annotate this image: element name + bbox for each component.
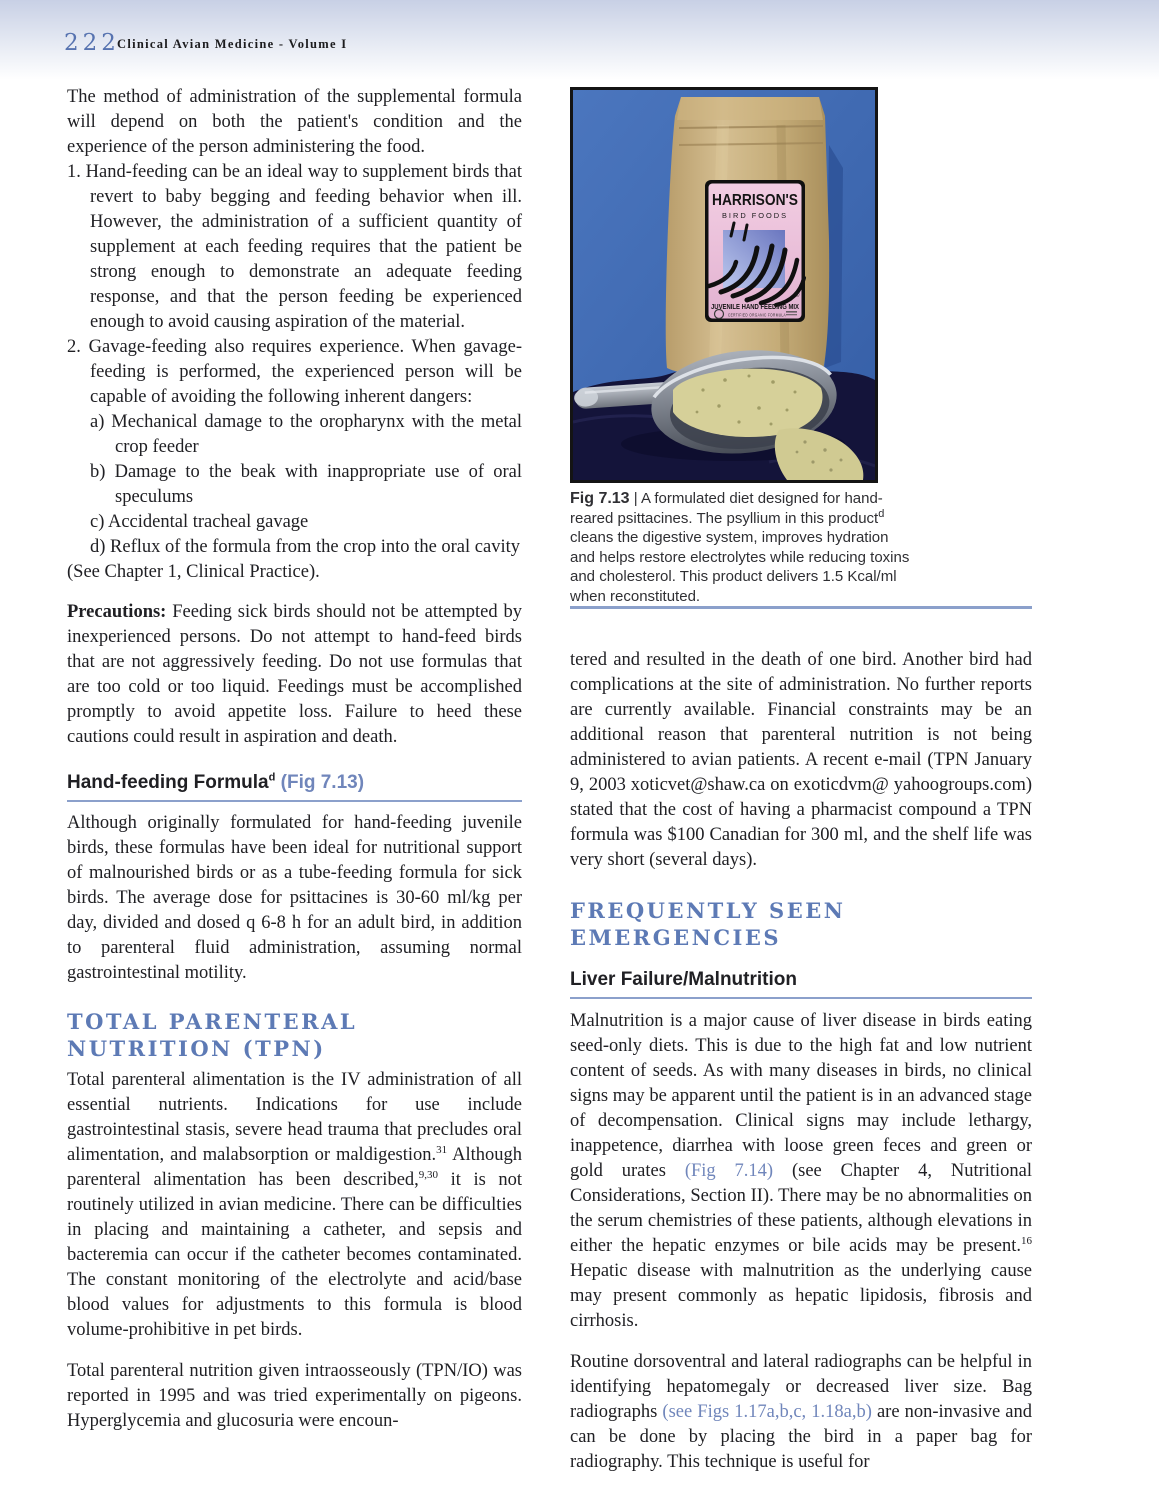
product-name-text: JUVENILE HAND FEEDING MIX <box>711 302 799 311</box>
section-heading-emergencies: FREQUENTLY SEEN EMERGENCIES <box>570 898 846 950</box>
figure-photo <box>570 87 878 483</box>
numbered-item-2: 2. Gavage-feeding also requires experience. When gavage-feeding is performed, the experienced person will be capable of avoiding the following inherent dangers: <box>67 337 522 407</box>
right-column <box>570 648 1032 1475</box>
powder-in-scoop <box>673 369 822 437</box>
page-number: 222 <box>64 30 120 56</box>
page-header <box>0 0 1159 84</box>
product-label <box>705 180 805 322</box>
tpn-continued-paragraph: tered and resulted in the death of one bird. Another bird had complications at the site of administration. No further reports are currently available. Financial constraints may be an additional reason that parenteral nutrition is not being administered to avian patients. A recent e-mail (TPN January 9, 2003 xoticvet@shaw.ca on exoticdvm@ yahoogroups.com) stated that the cost of having a pharmacist compound a TPN formula was $100 Canadian for 300 ml, and the shelf life was very short (several days). <box>570 650 1032 870</box>
lettered-item-d: d) Reflux of the formula from the crop into the oral cavity <box>90 537 520 557</box>
section-heading-handfeeding-formula: Hand-feeding Formula$^d$ (Fig 7.13) <box>67 771 522 802</box>
brand-sub-text: BIRD FOODS <box>722 211 788 220</box>
section-heading-tpn: TOTAL PARENTERAL NUTRITION (TPN) <box>67 1009 358 1061</box>
lettered-item-a: a) Mechanical damage to the oropharynx with the metal crop feeder <box>90 412 522 457</box>
tpn-paragraph-1: Total parenteral alimentation is the IV administration of all essential nutrients. Indications for use include gastrointestinal stasis, severe head trauma that precludes oral alimentation, and malabsorption or maldigestion.$^{31}$ Although parenteral alimentation has been described,$^{9,30}$ it is not routinely utilized in avian medicine. There can be difficulties in placing and maintaining a catheter, and sepsis and bacteremia can occur if the catheter becomes contaminated. The constant monitoring of the electrolyte and acid/base blood values for adjustments to this formula is blood volume-prohibitive in pet birds. <box>67 1070 522 1340</box>
lettered-item-c: c) Accidental tracheal gavage <box>90 512 309 532</box>
figure-photo-illustration <box>573 90 875 480</box>
book-title: Clinical Avian Medicine - Volume I <box>117 37 348 51</box>
brand-text: HARRISON'S <box>712 192 798 209</box>
see-chapter-note: (See Chapter 1, Clinical Practice). <box>67 562 320 582</box>
registered-mark: ® <box>795 293 800 299</box>
tpn-paragraph-2: Total parenteral nutrition given intraosseously (TPN/IO) was reported in 1995 and was tried experimentally on pigeons. Hyperglycemia and glucosuria were encoun- <box>67 1361 522 1431</box>
handfeeding-paragraph: Although originally formulated for hand-feeding juvenile birds, these formulas have been ideal for nutritional support of malnourished birds or as a tube-feeding formula for sick birds. The average dose for psittacines is 30-60 ml/kg per day, divided and dosed q 6-8 h for an adult bird, in addition to parenteral fluid administration, assuming normal gastrointestinal motility. <box>67 813 522 983</box>
certification-text: CERTIFIED ORGANIC FORMULA <box>728 312 787 318</box>
liver-failure-paragraph: Malnutrition is a major cause of liver disease in birds eating seed-only diets. This is due to the high fat and low nutrient content of seeds. As with many diseases in birds, no clinical signs may be apparent until the patient is in an advanced stage of decompensation. Clinical signs may include lethargy, inappetence, diarrhea with loose green feces and green or gold urates (Fig 7.14) (see Chapter 4, Nutritional Considerations, Section II). There may be no abnormalities on the serum chemistries of these patients, although elevations in either the hepatic enzymes or bile acids may be present.$^{16}$ Hepatic disease with malnutrition as the underlying cause may present commonly as hepatic lipidosis, fibrosis and cirrhosis. <box>570 1011 1033 1331</box>
left-column <box>67 85 522 1434</box>
caption-divider-rule <box>570 606 1032 609</box>
lettered-item-b: b) Damage to the beak with inappropriate use of oral speculums <box>90 462 522 507</box>
figure-caption: Fig 7.13 | A formulated diet designed for hand-reared psittacines. The psyllium in this product$^d$ cleans the digestive system, improves hydration and helps restore electrolytes while reducing toxins and cholesterol. This product delivers 1.5 Kcal/ml when reconstituted. <box>570 490 910 605</box>
radiographs-paragraph: Routine dorsoventral and lateral radiographs can be helpful in identifying hepatomegaly or decreased liver size. Bag radiographs (see Figs 1.17a,b,c, 1.18a,b) are non-invasive and can be done by placing the bird in a paper bag for radiography. This technique is useful for <box>570 1352 1032 1472</box>
intro-paragraph: The method of administration of the supplemental formula will depend on both the patient's condition and the experience of the person administering the food. <box>67 87 522 157</box>
precautions-paragraph: Precautions: Feeding sick birds should not be attempted by inexperienced persons. Do not attempt to hand-feed birds that are not aggressively feeding. Do not use formulas that are too cold or too liquid. Feedings must be accomplished promptly to avoid appetite loss. Failure to heed these cautions could result in aspiration and death. <box>67 602 522 747</box>
numbered-item-1: 1. Hand-feeding can be an ideal way to supplement birds that revert to baby begging and feeding behavior when ill. However, the administration of a sufficient quantity of supplement at each feeding requires that the patient be strong enough to demonstrate an adequate feeding response, and that the person feeding be experienced enough to avoid causing aspiration of the material. <box>67 162 522 332</box>
subsection-heading-liver-failure: Liver Failure/Malnutrition <box>570 968 1032 999</box>
